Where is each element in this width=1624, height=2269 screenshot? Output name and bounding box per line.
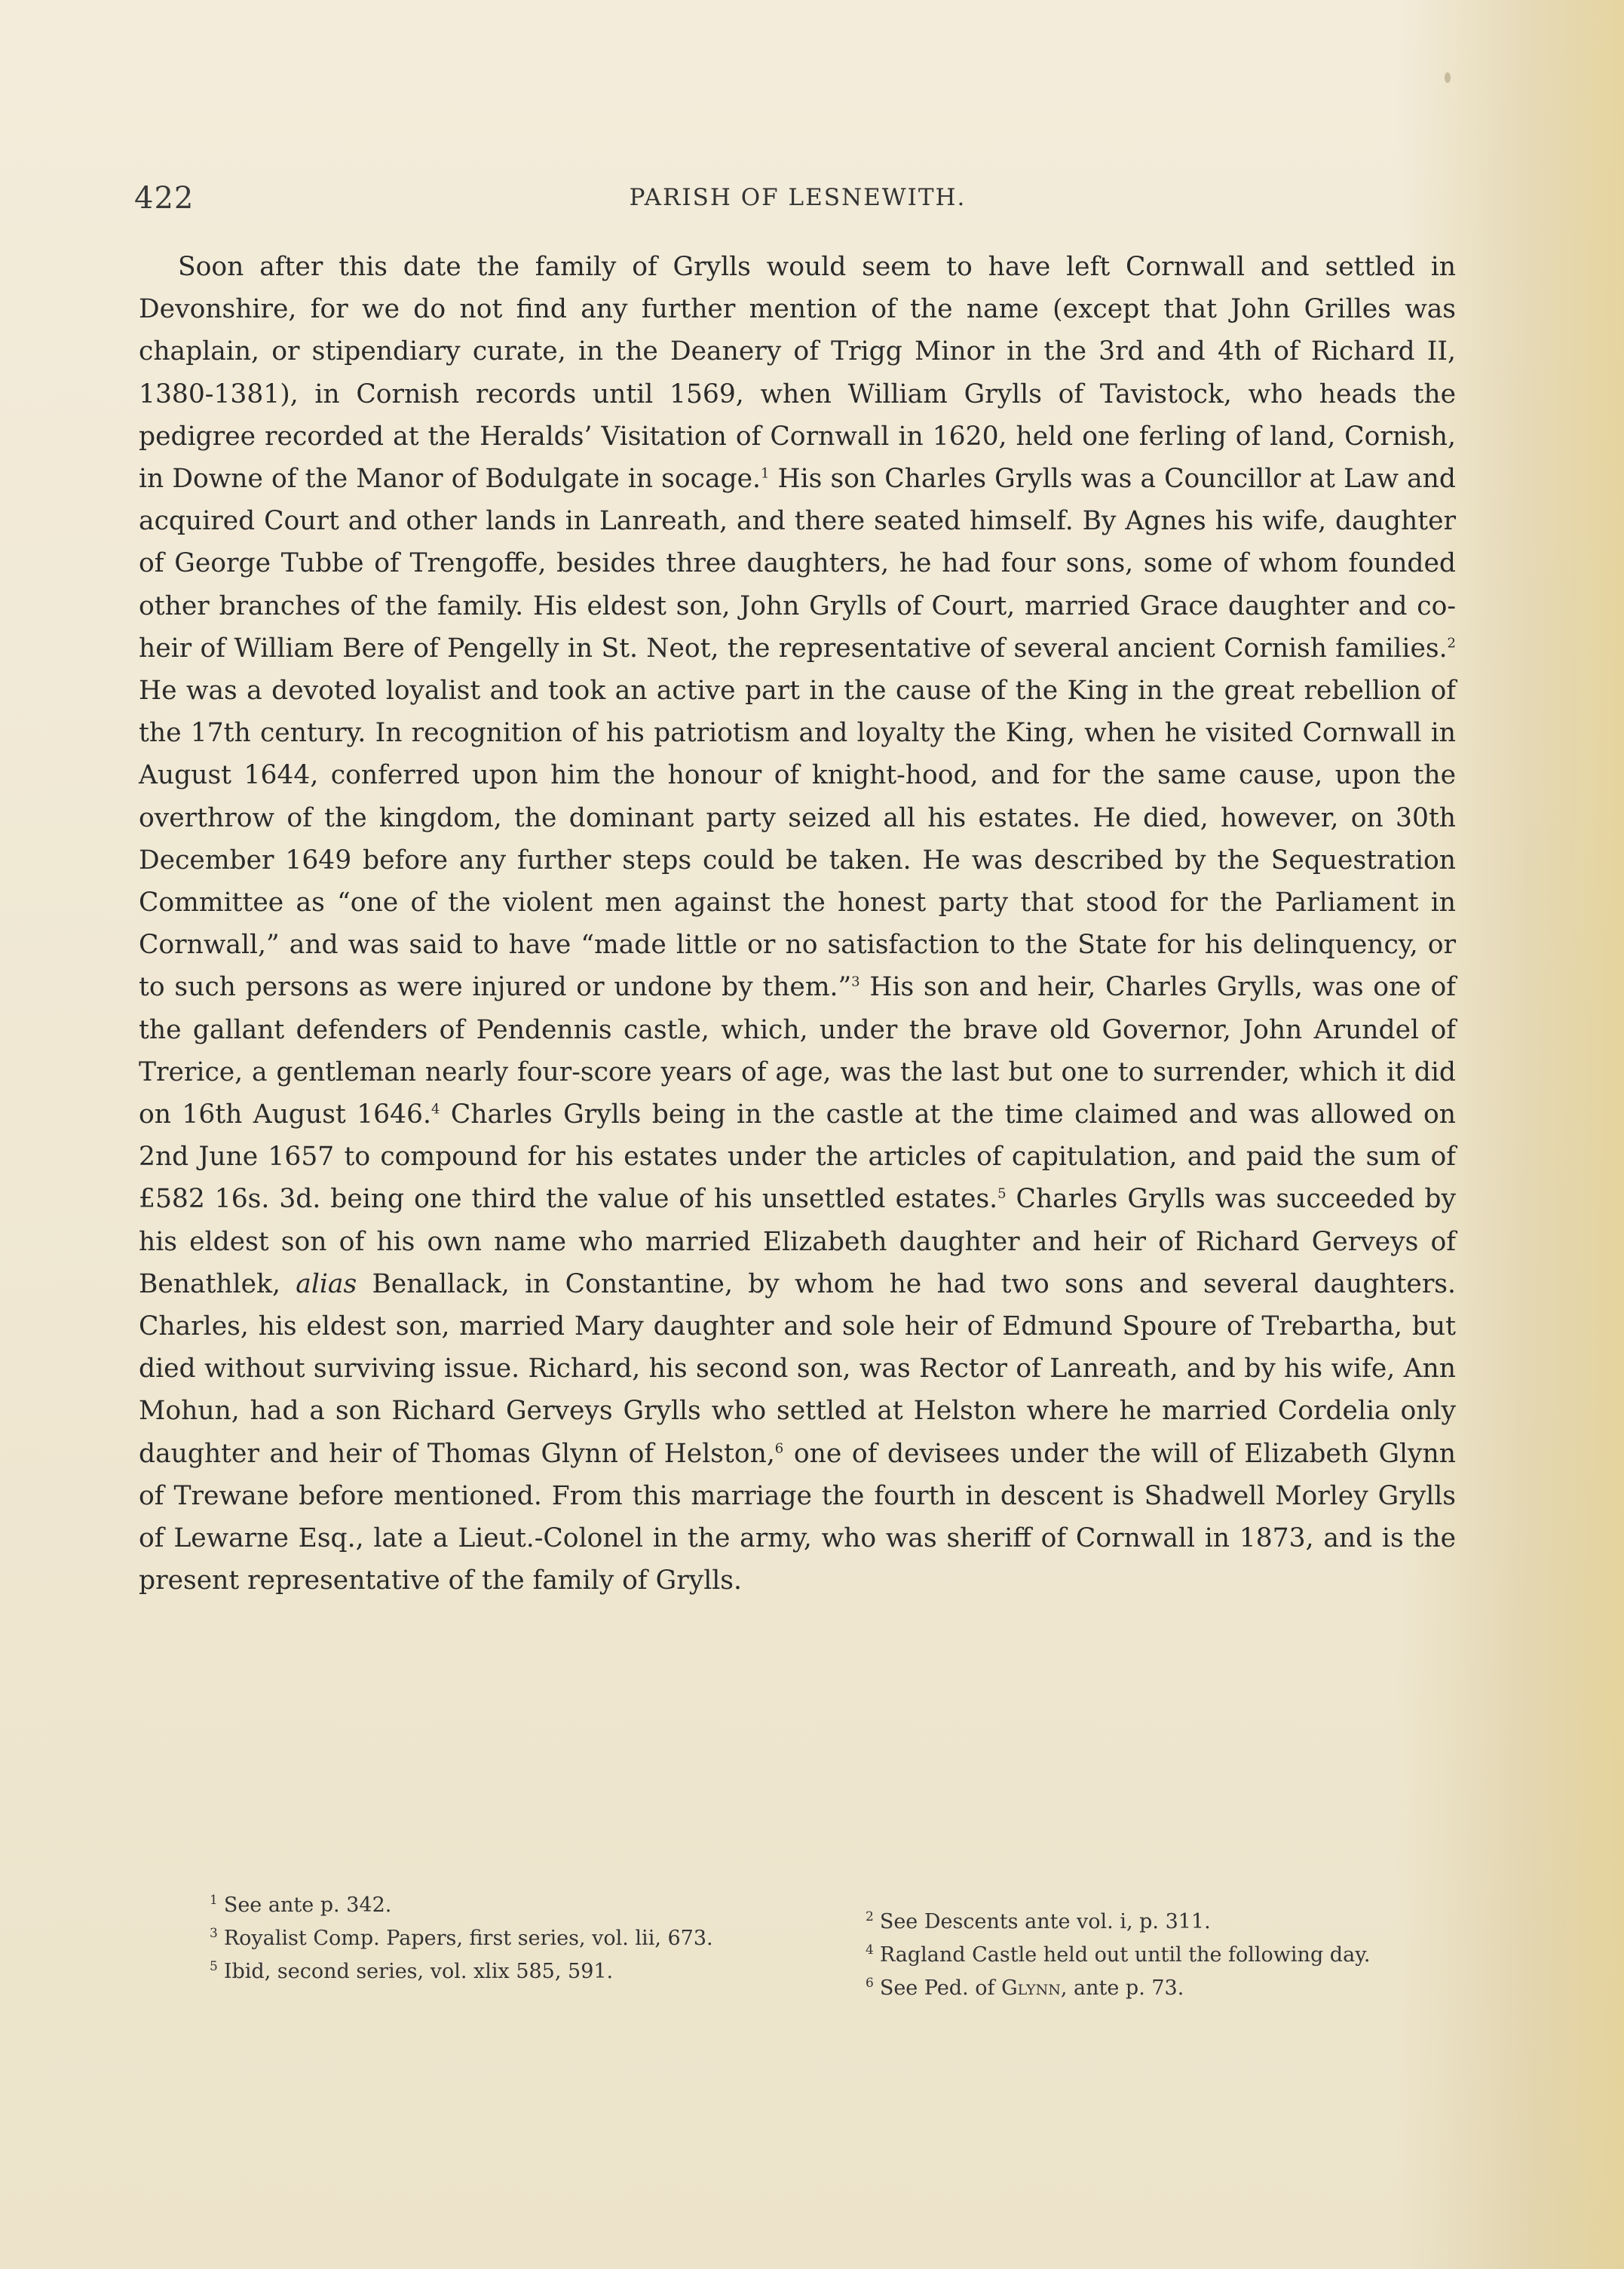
footnote-text-pre: See Ped. of [879, 1976, 1002, 2000]
footnote-mark: 1 [210, 1893, 218, 1908]
text-run: Soon after this date the family of Grylls would seem to have left Cornwall and settled in Devonshire, for we do not find any further mention of the name (except that John Grilles was chaplain, or stipendiary curate, in the Deanery of Trigg Minor in the 3rd and 4th of Richard II, 1380-1381), in Cornish records until 1569, when William Grylls of Tavistock, who heads the pedigree recorded at the Heralds’ Visitation of Cornwall in 1620, held one ferling of land, Cornish, in Downe of the Manor of Bodulgate in socage. [139, 252, 1456, 495]
footnotes [210, 1889, 1461, 2010]
footnotes-left-column [210, 1889, 798, 1988]
footnote-mark: 3 [210, 1926, 218, 1941]
footnote-6 [866, 1972, 1484, 2005]
footnote-text-smallcaps: Glynn [1001, 1976, 1061, 2000]
footnote-mark: 2 [866, 1909, 874, 1924]
footnote-text: See Descents ante vol. i, p. 311. [879, 1910, 1211, 1933]
footnote-text: Ragland Castle held out until the following day. [879, 1943, 1371, 1967]
text-run: His son and heir, Charles Grylls, was one of the gallant defenders of Pendennis castle, which, under the brave old Governor, John Arundel of Trerice, a gentleman nearly four-score years of age, was the last but one to surrender, which it did on 16th August 1646. [139, 972, 1457, 1130]
text-run: one of devisees under the will of Elizabeth Glynn of Trewane before mentioned. From this marriage the fourth in descent is Shadwell Morley Grylls of Lewarne Esq., late a Lieut.-Colonel in the army, who was sheriff of Cornwall in 1873, and is the present representative of the family of Grylls. [139, 1438, 1456, 1596]
body-text [139, 246, 1456, 1602]
footnote-5 [210, 1955, 798, 1988]
text-run: He was a devoted loyalist and took an active part in the cause of the King in the great rebellion of the 17th century. In recognition of his patriotism and loyalty the King, when he visited Cornwall in August 1644, conferred upon him the honour of knight-hood, and for the same cause, upon the overthrow of the kingdom, the dominant party seized all his estates. He died, however, on 30th December 1649 before any further steps could be taken. He was described by the Sequestration Committee as “one of the violent men against the honest party that stood for the Parliament in Cornwall,” and was said to have “made little or no satisfaction to the State for his delinquency, or to such persons as were injured or undone by them.” [139, 676, 1456, 1003]
text-run: Benallack, in Constantine, by whom he had two sons and several daughters. Charles, his eldest son, married Mary daughter and sole heir of Edmund Spoure of Trebartha, but died without surviving issue. Richard, his second son, was Rector of Lanreath, and by his wife, Ann Mohun, had a son Richard Gerveys Grylls who settled at Helston where he married Cordelia only daughter and heir of Thomas Glynn of Helston, [139, 1268, 1456, 1469]
paper-blemish [1445, 72, 1451, 83]
footnotes-right-column [866, 1906, 1484, 2005]
text-run: Charles Grylls being in the castle at the time claimed and was allowed on 2nd June 1657 to compound for his estates under the articles of capitulation, and paid the sum of £582 16s. 3d. being one third the value of his unsettled estates. [139, 1099, 1456, 1215]
footnote-ref-3: 3 [851, 974, 860, 990]
footnote-text-post: , ante p. 73. [1060, 1976, 1184, 2000]
footnote-3 [210, 1922, 798, 1955]
text-run: Charles Grylls was succeeded by his eldest son of his own name who married Elizabeth daughter and heir of Richard Gerveys of Benathlek, [139, 1184, 1456, 1299]
footnote-ref-6: 6 [774, 1440, 784, 1457]
page-number: 422 [134, 181, 195, 216]
running-head [134, 181, 1461, 226]
footnote-text: Ibid, second series, vol. xlix 585, 591. [223, 1960, 614, 1983]
footnote-ref-1: 1 [761, 465, 770, 482]
footnote-mark: 5 [210, 1959, 218, 1974]
running-title: PARISH OF LESNEWITH. [629, 184, 967, 211]
footnote-text: Royalist Comp. Papers, first series, vol. lii, 673. [223, 1927, 713, 1950]
italic-alias: alias [296, 1268, 357, 1299]
footnote-2 [866, 1906, 1484, 1939]
footnote-text: See ante p. 342. [223, 1893, 392, 1917]
footnote-1 [210, 1889, 798, 1922]
footnote-4 [866, 1939, 1484, 1972]
footnote-mark: 6 [866, 1976, 874, 1991]
main-paragraph [139, 246, 1456, 1602]
footnote-ref-2: 2 [1447, 635, 1456, 652]
footnote-mark: 4 [866, 1942, 874, 1958]
footnote-ref-5: 5 [997, 1185, 1007, 1202]
text-run: His son Charles Grylls was a Councillor at Law and acquired Court and other lands in Lanreath, and there seated himself. By Agnes his wife, daughter of George Tubbe of Trengoffe, besides three daughters, he had four sons, some of whom founded other branches of the family. His eldest son, John Grylls of Court, married Grace daughter and co-heir of William Bere of Pengelly in St. Neot, the representative of several ancient Cornish families. [139, 464, 1456, 664]
footnote-ref-4: 4 [431, 1101, 440, 1118]
